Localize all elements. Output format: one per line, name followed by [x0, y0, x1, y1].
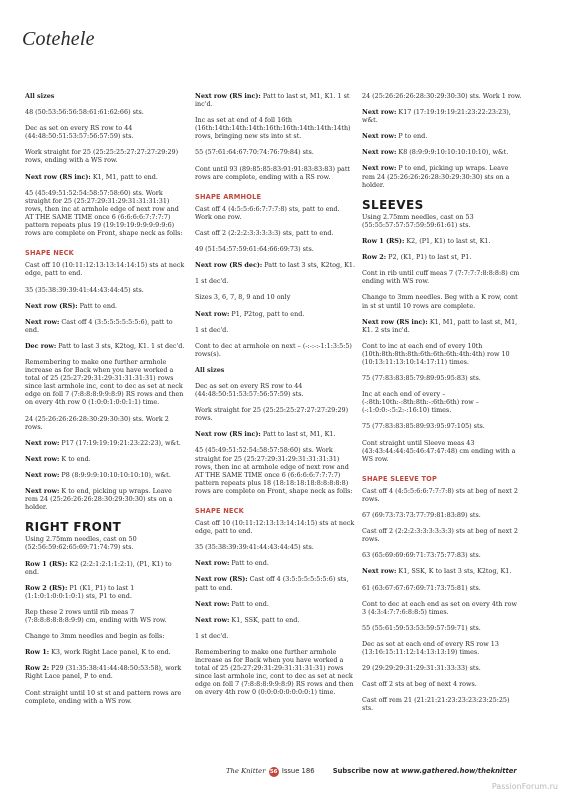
paragraph: Dec as set on every RS row to 44 (44:48:50:51:53:57:56:57:59) sts. — [25, 124, 134, 141]
instruction-row: Next row: K to end, picking up wraps. Leave rem 24 (25:26:26:26:28:30:29:30:30) sts on a holder. — [25, 487, 173, 512]
row-label: Row 1 (RS): — [25, 559, 68, 568]
row-label: Next row: — [25, 438, 60, 447]
paragraph: Cast off 4 (4:5:5:6:6:7:7:7:8) sts at beg of next 2 rows. — [362, 486, 518, 503]
instruction-row: Next row: K17 (17:19:19:19:21:23:22:23:23), w&t. — [362, 108, 511, 125]
row-label: Next row: — [195, 615, 230, 624]
instruction-row: Next row: P to end. — [362, 132, 428, 141]
row-label: Next row: — [362, 108, 397, 117]
magazine-name: The Knitter — [226, 767, 266, 775]
paragraph: 75 (77:83:83:85:89:93:95:97:105) sts. — [362, 422, 485, 431]
row-label: Next row: — [362, 567, 397, 576]
paragraph: Remembering to make one further armhole increase as for Back when you have worked a total of 25 (25:27:29:31:29:31:31:31:31) rows since last armhole inc, cont to dec as set at neck edge on foll 7 (7:8:8:8:9:9:8:9) RS rows and then on every 4th row 0 (0:0:0:0:0:0:0:0:1) time. — [195, 647, 354, 697]
size-heading: All sizes — [25, 92, 55, 100]
instruction-row: Next row: K1, SSK, patt to end. — [195, 615, 300, 624]
paragraph: 45 (45:49:51:52:54:58:57:58:60) sts. Work straight for 25 (25:27:29:31:29:31:31:31:31) rows, then inc at armhole edge of next row and AT THE SAME TIME once 6 (6:6:6:6:7:7:7:7) pattern repeats plus 18 (18:18:18:18:8:8:8:8:8) rows are complete on Front, shape neck as folls: — [195, 446, 353, 495]
paragraph: Rep these 2 rows until rib meas 7 (7:8:8:8:8:8:8:9:9) cm, ending with WS row. — [25, 607, 167, 625]
row-label: Next row: — [195, 599, 230, 608]
row-label: Next row: — [25, 317, 60, 326]
instruction-row: Next row (RS dec): Patt to last 3 sts, K2tog, K1. — [195, 261, 356, 270]
instruction-row: Next row (RS inc): Patt to last st, M1, K1. — [195, 430, 336, 439]
row-label: Row 2 (RS): — [25, 583, 68, 592]
column-1 — [25, 92, 185, 713]
paragraph: 63 (65:69:69:69:71:73:75:77:83) sts. — [362, 551, 481, 560]
paragraph: 67 (69:73:73:73:77:79:81:83:89) sts. — [362, 511, 481, 520]
paragraph: 35 (35:38:39:39:41:44:43:44:45) sts. — [25, 285, 144, 294]
paragraph: 24 (25:26:26:26:28:30:29:30:30) sts. Work 2 rows. — [25, 414, 169, 431]
watermark: PassionForum.ru — [491, 782, 558, 791]
paragraph: Work straight for 25 (25:25:25:27:27:27:29:29) rows, ending with a WS row. — [25, 148, 179, 165]
row-label: Next row (RS inc): — [25, 172, 91, 181]
paragraph: Change to 3mm needles. Beg with a K row, cont in st st until 10 rows are complete. — [362, 293, 518, 310]
instruction-row: Next row (RS inc): K1, M1, patt to last st, M1, K1. 2 sts inc'd. — [362, 317, 518, 334]
instruction-row: Row 1 (RS): K2, (P1, K1) to last st, K1. — [362, 237, 491, 246]
instruction-row: Next row: K to end. — [25, 454, 91, 463]
row-label: Next row (RS dec): — [195, 261, 263, 270]
instruction-row: Next row: Patt to end. — [195, 559, 269, 568]
instruction-row: Row 1 (RS): K2 (2:2:1:2:1:1:2:1), (P1, K1) to end. — [25, 559, 172, 576]
row-label: Next row: — [25, 487, 60, 495]
section-heading: RIGHT FRONT — [25, 520, 122, 535]
paragraph: Dec as set at each end of every RS row 13 (13:16:15:11:12:14:13:13:19) times. — [362, 639, 499, 657]
paragraph: Dec as set on every RS row to 44 (44:48:50:51:53:57:56:57:59) sts. — [195, 381, 304, 399]
instruction-row: Next row (RS): Cast off 4 (3:5:5:5:5:5:5:6) sts, patt to end. — [195, 575, 349, 592]
paragraph: 61 (63:67:67:67:69:71:73:75:81) sts. — [362, 583, 481, 592]
row-label: Next row: — [362, 164, 397, 173]
instruction-row: Next row (RS inc): Patt to last st, M1, K1. 1 st inc'd. — [195, 92, 350, 109]
row-label: Row 1: — [25, 648, 50, 657]
page-title: Cotehele — [22, 28, 95, 50]
instruction-row: Next row: K8 (8:9:9:9:10:10:10:10:10), w&t. — [362, 148, 509, 157]
paragraph: Cont to dec at armhole on next – (-:-:-:-1:1:3:5:5) rows(s). — [195, 341, 352, 358]
subscribe-link[interactable]: www.gathered.how/theknitter — [401, 767, 517, 775]
paragraph: Using 2.75mm needles, cast on 53 (55:55:57:57:57:59:59:61:61) sts. — [362, 212, 474, 229]
paragraph: Cast off 2 (2:2:2:3:3:3:3:3) sts, patt to end. — [195, 229, 334, 238]
paragraph: 48 (50:53:56:56:58:61:61:62:66) sts. — [25, 108, 144, 117]
paragraph: Cast off 2 sts at beg of next 4 rows. — [362, 680, 477, 689]
row-label: Next row (RS inc): — [195, 430, 261, 439]
paragraph: Inc as set at end of 4 foll 16th (16th:14th:14th:14th:16th:16th:14th:14th:14th) rows, bringing new sts into st st. — [195, 116, 351, 141]
row-label: Next row: — [362, 132, 397, 141]
row-label: Next row: — [195, 559, 230, 568]
size-heading: All sizes — [195, 365, 225, 374]
paragraph: 55 (57:61:64:67:70:74:76:79:84) sts. — [195, 148, 314, 157]
paragraph: Cast off 2 (2:2:2:3:3:3:3:3:3) sts at beg of next 2 rows. — [362, 527, 518, 544]
row-label: Next row: — [362, 148, 397, 157]
instruction-row: Next row: P8 (8:9:9:9:10:10:10:10:10), w&t. — [25, 470, 171, 479]
row-label: Next row (RS inc): — [362, 317, 428, 326]
row-label: Next row: — [195, 309, 230, 318]
instruction-row: Dec row: Patt to last 3 sts, K2tog, K1. 1 st dec'd. — [25, 341, 185, 350]
instruction-row: Row 1: K3, work Right Lace panel, K to end. — [25, 648, 171, 657]
instruction-row: Row 2: P2, (K1, P1) to last st, P1. — [362, 253, 472, 262]
paragraph: Remembering to make one further armhole increase as for Back when you have worked a total of 25 (25:27:29:31:29:31:31:31:31) rows since last armhole inc, cont to dec as set at neck edge on foll 7 (7:8:8:8:9:9:8:9) RS rows and then on every 4th row 0 (1:0:0:1:0:0:1:1) time. — [25, 357, 184, 407]
page-number-badge: 56 — [269, 769, 278, 775]
instruction-row: Next row: P1, P2tog, patt to end. — [195, 309, 305, 318]
paragraph: Cont until 93 (89:85:85:83:91:91:83:83:83) patt rows are complete, ending with a RS row. — [195, 164, 351, 181]
sub-heading: SHAPE SLEEVE TOP — [362, 474, 438, 483]
page-footer — [226, 767, 546, 777]
instruction-row: Next row: P to end, picking up wraps. Leave rem 24 (25:26:26:26:28:30:29:30:30) sts on a holder. — [362, 164, 510, 189]
paragraph: 45 (45:49:51:52:54:58:57:58:60) sts. Work straight for 25 (25:27:29:31:29:31:31:31:31) rows, then inc at armhole edge of next row and AT THE SAME TIME once 6 (6:6:6:6:7:7:7:7) pattern repeats plus 19 (19:19:19:9:9:9:9:9:6) rows are complete on Front, shape neck as folls: — [25, 188, 183, 238]
sub-heading: SHAPE NECK — [25, 249, 74, 258]
paragraph: Cast off 10 (10:11:12:13:13:14:14:15) sts at neck edge, patt to end. — [195, 519, 355, 536]
paragraph: Using 2.75mm needles, cast on 50 (52:56:59:62:65:69:71:74:79) sts. — [25, 535, 137, 552]
paragraph: 49 (51:54:57:59:61:64:66:69:73) sts. — [195, 245, 314, 254]
paragraph: 24 (25:26:26:26:28:30:29:30:30) sts. Work 1 row. — [362, 92, 522, 100]
row-label: Next row: — [25, 470, 60, 479]
row-label: Row 1 (RS): — [362, 237, 405, 246]
paragraph: 35 (35:38:39:39:41:44:43:44:45) sts. — [195, 543, 314, 552]
subscribe-note: Subscribe now at — [332, 767, 399, 775]
instruction-row: Next row: Patt to end. — [195, 599, 269, 608]
paragraph: Change to 3mm needles and begin as folls: — [25, 632, 165, 641]
paragraph: Cast off rem 21 (21:21:21:23:23:23:23:25:25) sts. — [362, 696, 510, 713]
column-2 — [195, 92, 355, 705]
paragraph: Inc at each end of every – (-:8th:10th:-:8th:8th:-:6th:6th) row – (-:1:0:0:-:5:2:-:16:10) times. — [362, 390, 479, 415]
paragraph: 1 st dec'd. — [195, 631, 229, 640]
row-label: Next row (RS inc): — [195, 92, 261, 100]
instruction-row: Row 2: P29 (31:35:38:41:44:48:50:53:58), work Right Lace panel, P to end. — [25, 664, 182, 681]
row-label: Dec row: — [25, 341, 57, 350]
paragraph: 75 (77:83:83:85:79:89:95:95:83) sts. — [362, 374, 481, 383]
instruction-row: Next row: Cast off 4 (3:5:5:5:5:5:5:6), patt to end. — [25, 317, 173, 334]
paragraph: Cont to inc at each end of every 10th (10th:8th:8th:8th:6th:6th:6th:4th:4th) row 10 (10:13:11:13:10:14:17:11) times. — [362, 341, 510, 366]
paragraph: Cont to dec at each end as set on every 4th row 3 (4:3:4:7:7:6:8:8:5) times. — [362, 599, 517, 616]
row-label: Next row: — [25, 454, 60, 463]
section-heading: SLEEVES — [362, 197, 424, 212]
paragraph: 55 (55:61:59:53:53:59:57:59:71) sts. — [362, 623, 481, 632]
row-label: Row 2: — [362, 253, 387, 262]
instruction-row: Next row (RS): Patt to end. — [25, 301, 118, 310]
instruction-row: Next row: P17 (17:19:19:19:21:23:22:23), w&t. — [25, 438, 181, 447]
row-label: Next row (RS): — [25, 301, 78, 310]
sub-heading: SHAPE ARMHOLE — [195, 192, 262, 201]
paragraph: 29 (29:29:29:31:29:31:31:33:33) sts. — [362, 664, 481, 673]
instruction-row: Next row (RS inc): K1, M1, patt to end. — [25, 172, 158, 181]
paragraph: Cont straight until 10 st st and pattern rows are complete, ending with a WS row. — [25, 688, 182, 705]
sub-heading: SHAPE NECK — [195, 507, 244, 515]
instruction-row: Row 2 (RS): P1 (K1, P1) to last 1 (1:1:0:1:0:0:1:0:1) sts, P1 to end. — [25, 583, 135, 600]
column-3 — [362, 92, 522, 721]
paragraph: Cont straight until Sleeve meas 43 (43:43:44:44:45:46:47:47:48) cm ending with a WS row. — [362, 438, 516, 463]
row-label: Row 2: — [25, 664, 50, 673]
paragraph: 1 st dec'd. — [195, 325, 229, 334]
paragraph: Work straight for 25 (25:25:25:27:27:27:29:29) rows. — [195, 406, 349, 423]
paragraph: Cont in rib until cuff meas 7 (7:7:7:7:8:8:8:8) cm ending with WS row. — [362, 269, 520, 286]
row-label: Next row (RS): — [195, 575, 248, 584]
issue-label: Issue 186 — [281, 767, 315, 775]
paragraph: 1 st dec'd. — [195, 277, 229, 286]
instruction-row: Sizes 3, 6, 7, 8, 9 and 10 only — [195, 293, 291, 302]
paragraph: Cast off 4 (4:5:5:6:6:7:7:7:8) sts, patt to end. Work one row. — [195, 204, 340, 221]
paragraph: Cast off 10 (10:11:12:13:13:14:14:15) sts at neck edge, patt to end. — [25, 261, 185, 278]
instruction-row: Next row: K1, SSK, K to last 3 sts, K2tog, K1. — [362, 567, 512, 576]
